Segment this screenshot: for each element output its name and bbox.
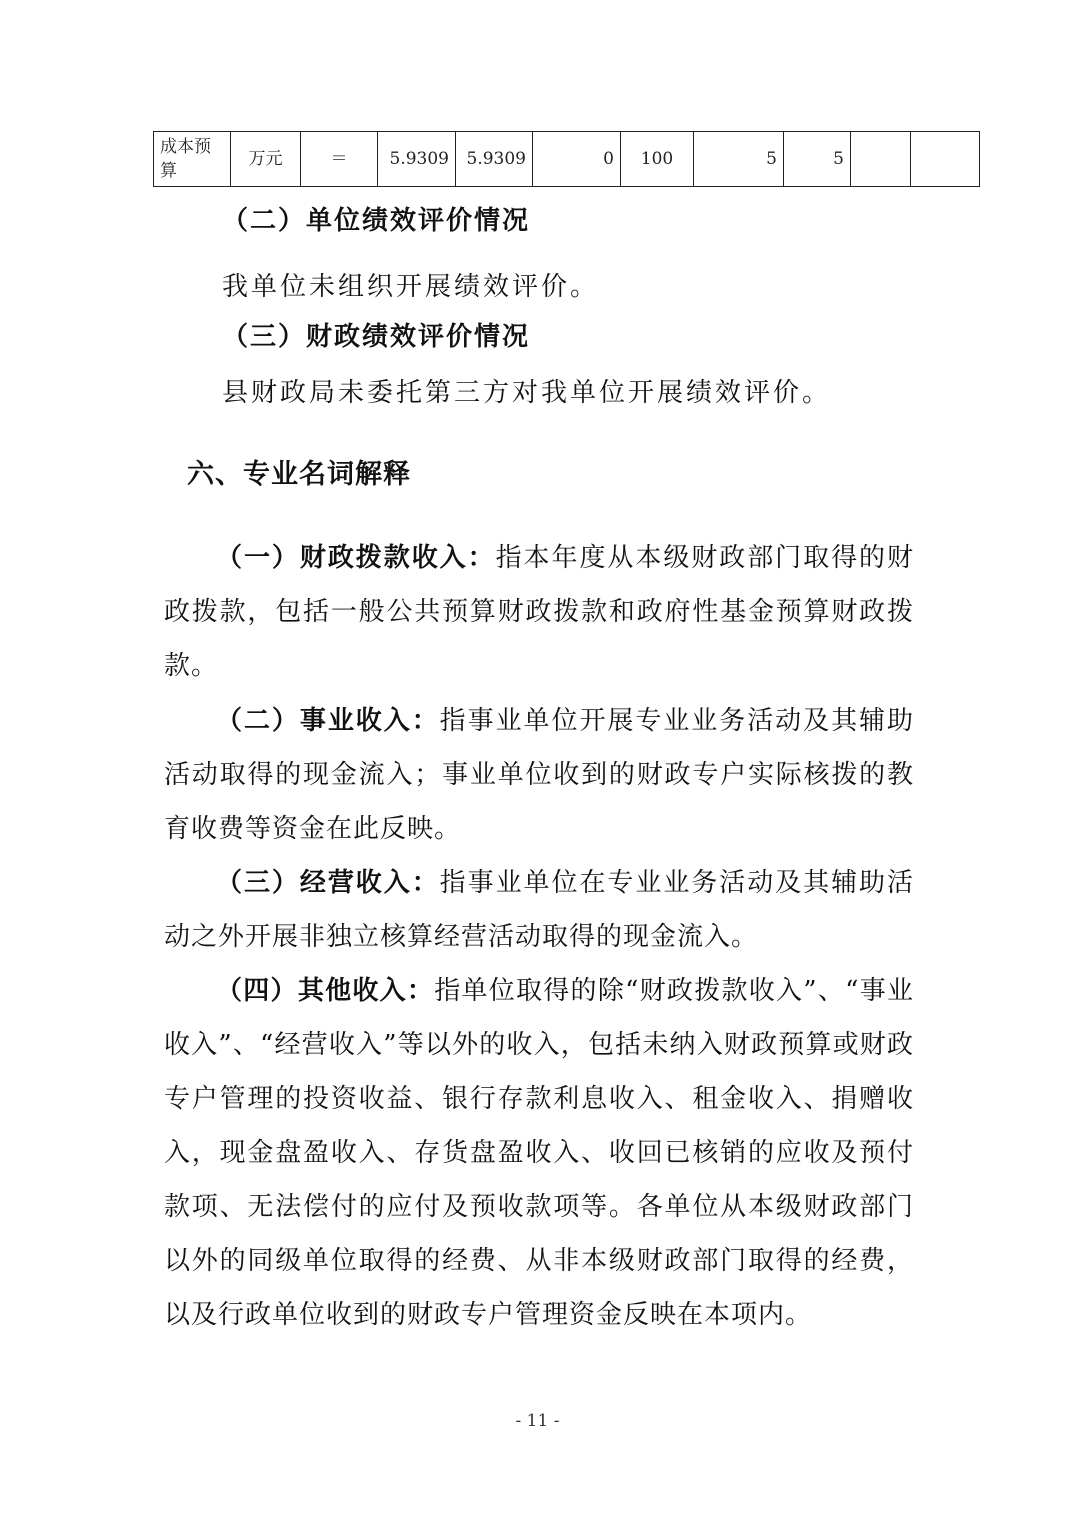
remark-cell — [911, 132, 980, 187]
glossary-item-business-income — [164, 694, 914, 856]
weight-cell: 5 — [694, 132, 784, 187]
section-heading-finance-evaluation: （三）财政绩效评价情况 — [222, 322, 531, 352]
table-row — [154, 132, 980, 187]
glossary-term: （三）经营收入： — [216, 868, 440, 898]
section-heading-unit-evaluation: （二）单位绩效评价情况 — [222, 206, 531, 236]
finance-evaluation-text: 县财政局未委托第三方对我单位开展绩效评价。 — [222, 378, 832, 408]
score-cell: 5 — [784, 132, 851, 187]
unit-cell: 万元 — [231, 132, 301, 187]
actual-value-cell: 5.9309 — [456, 132, 533, 187]
page-number: - 11 - — [515, 1411, 560, 1431]
glossary-item-fiscal-appropriation — [164, 531, 914, 693]
completion-rate-cell: 100 — [621, 132, 694, 187]
glossary-definition: 指单位取得的除“财政拨款收入”、“事业收入”、“经营收入”等以外的收入，包括未纳入财政预算或财政专户管理的投资收益、银行存款利息收入、租金收入、捐赠收入，现金盘盈收入、存货盘盈收入、收回已核销的应收及预付款项、无法偿付的应付及预收款项等。各单位从本级财政部门以外的同级单位取得的经费、从非本级财政部门取得的经费，以及行政单位收到的财政专户管理资金反映在本项内。 — [164, 976, 914, 1330]
unit-evaluation-text: 我单位未组织开展绩效评价。 — [222, 272, 600, 302]
target-value-cell: 5.9309 — [378, 132, 456, 187]
glossary-item-operating-income — [164, 856, 914, 964]
operator-cell: ＝ — [301, 132, 378, 187]
indicator-name-cell: 成本预算 — [154, 132, 231, 187]
glossary-definition: 指本年度从本级财政部门取得的财政拨款，包括一般公共预算财政拨款和政府性基金预算财政拨款。 — [164, 543, 914, 681]
glossary-term: （二）事业收入： — [216, 706, 440, 736]
performance-table — [153, 131, 980, 187]
reason-cell — [851, 132, 911, 187]
glossary-definition: 指事业单位开展专业业务活动及其辅助活动取得的现金流入；事业单位收到的财政专户实际核拨的教育收费等资金在此反映。 — [164, 706, 914, 844]
glossary-definition: 指事业单位在专业业务活动及其辅助活动之外开展非独立核算经营活动取得的现金流入。 — [164, 868, 914, 952]
deviation-cell: 0 — [533, 132, 621, 187]
glossary-term: （四）其他收入： — [216, 976, 435, 1006]
glossary-term: （一）财政拨款收入： — [216, 543, 496, 573]
chapter-heading-glossary: 六、专业名词解释 — [187, 459, 411, 490]
glossary-item-other-income — [164, 964, 914, 1342]
